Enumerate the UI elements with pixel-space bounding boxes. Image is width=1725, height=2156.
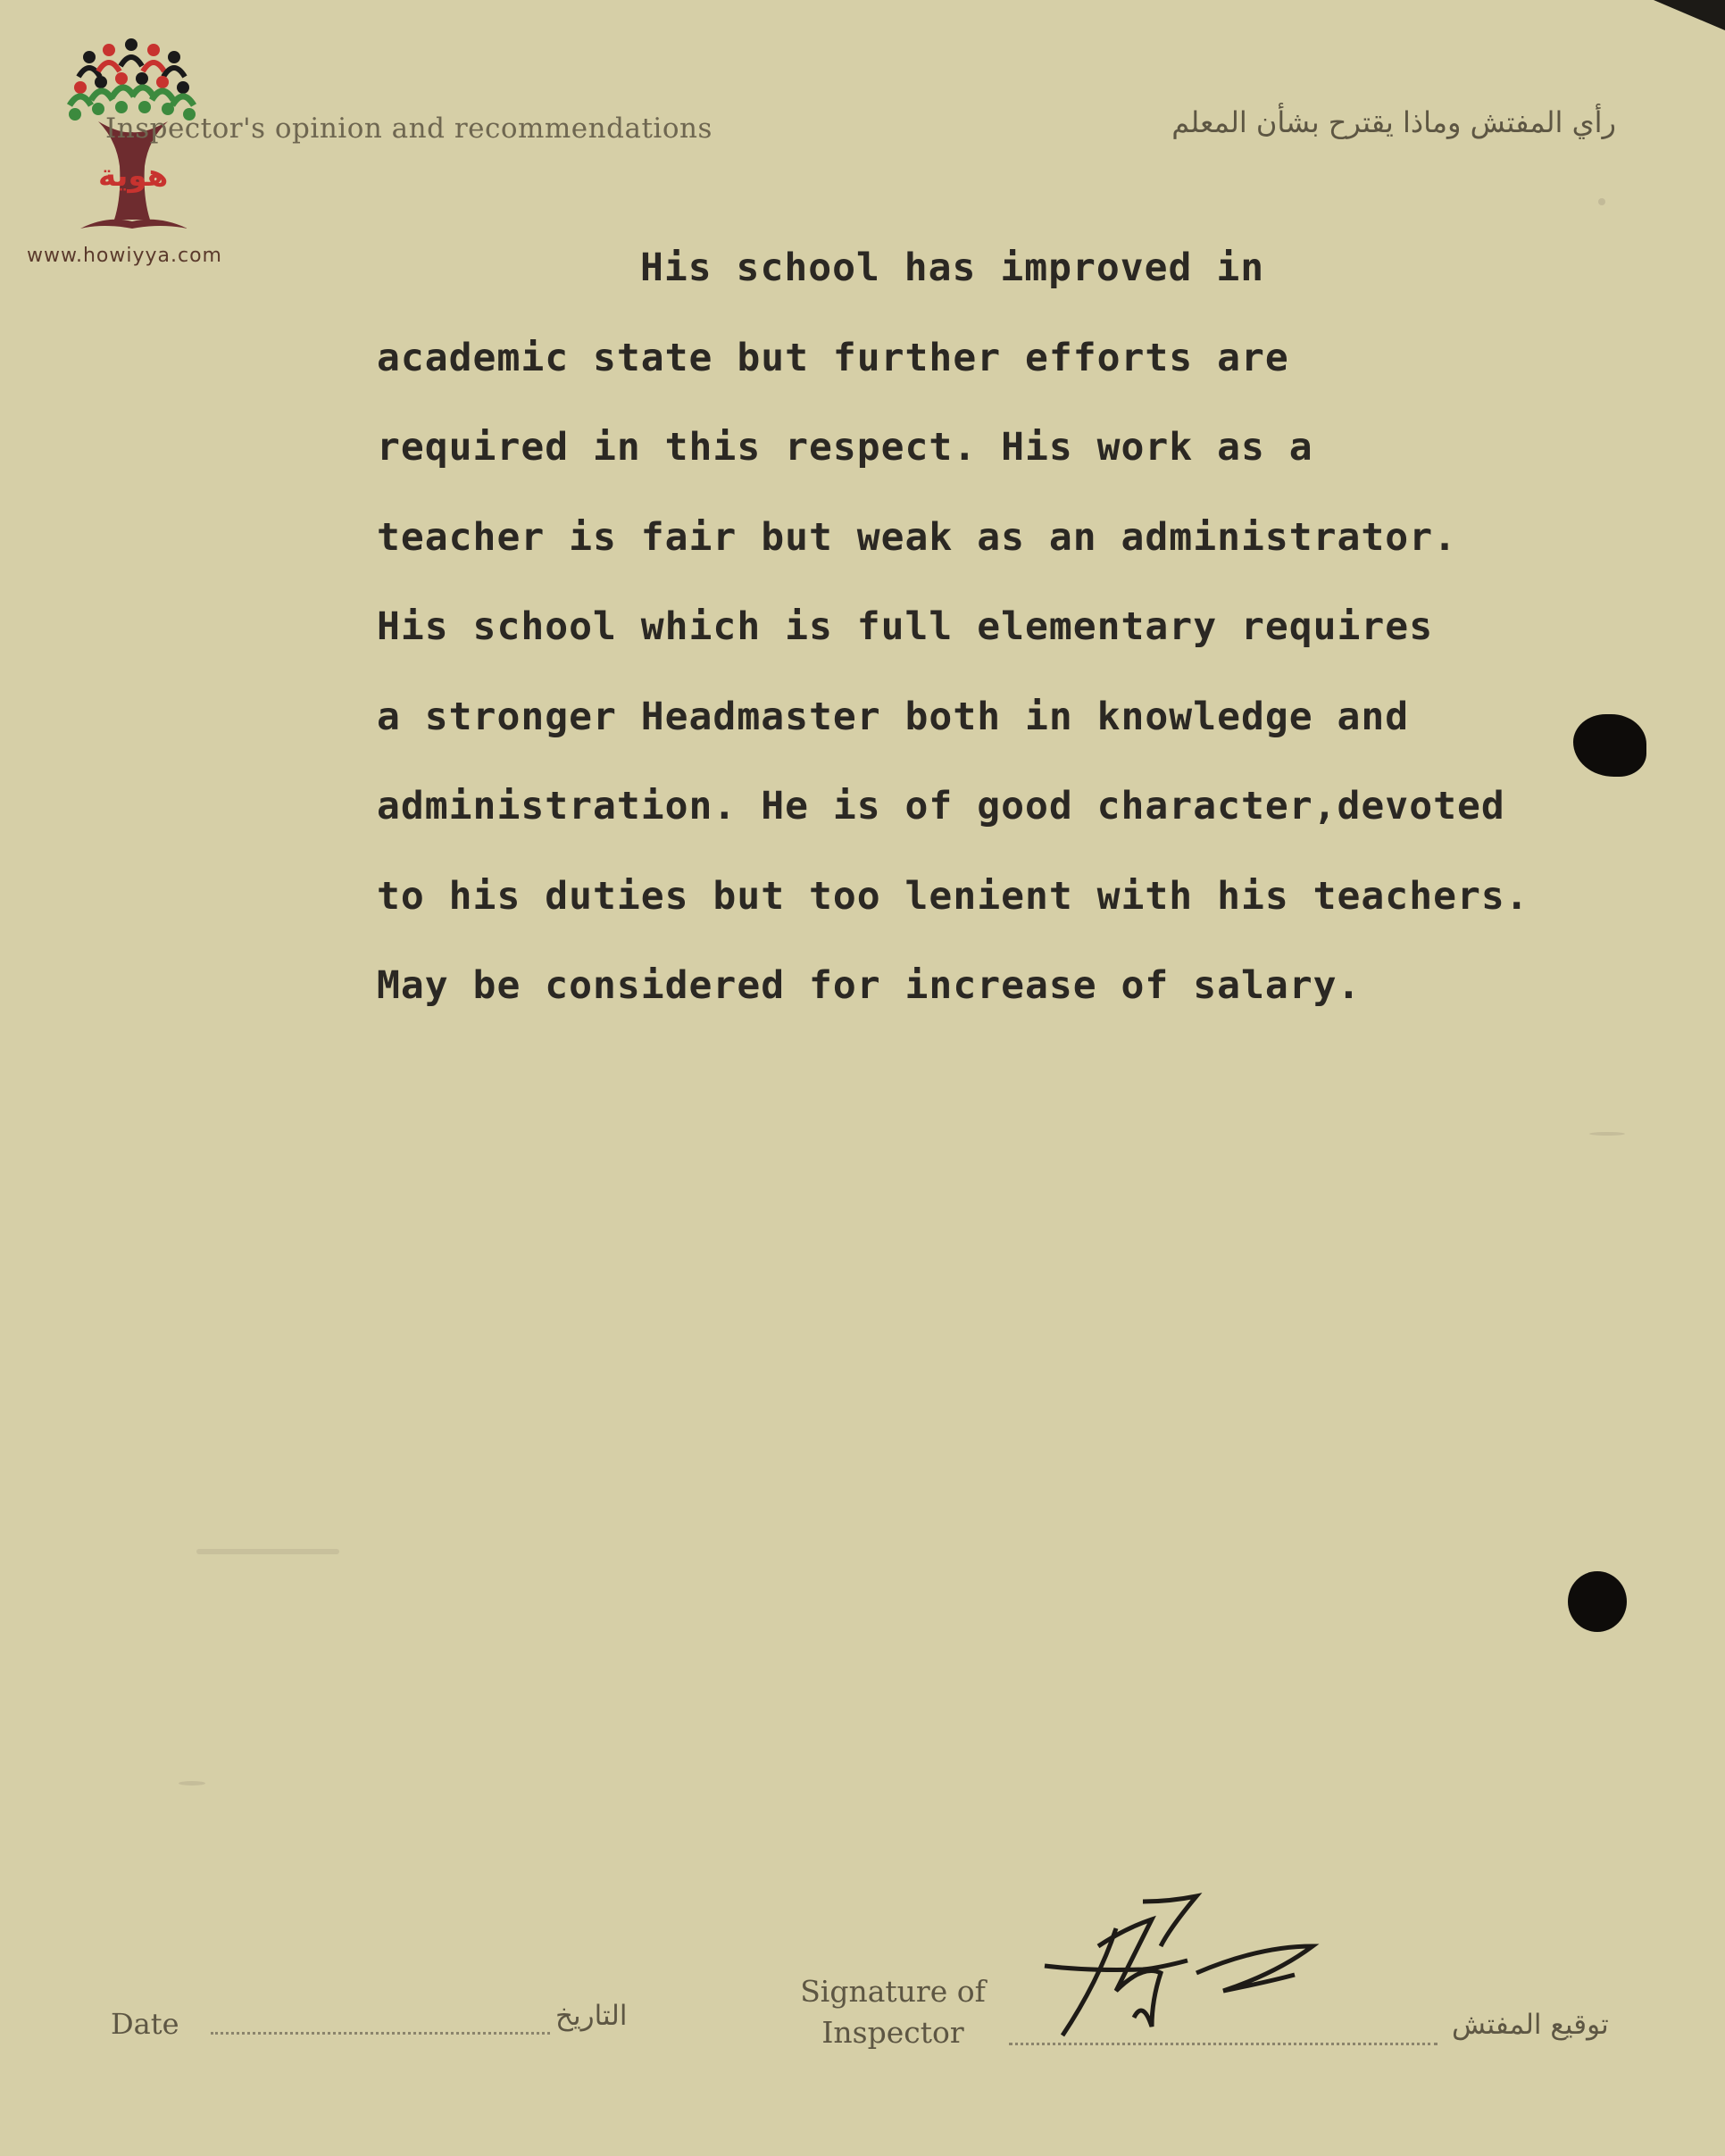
page-corner-shadow [1654, 0, 1725, 30]
report-line: required in this respect. His work as a [377, 425, 1313, 470]
report-line: to his duties but too lenient with his teachers. [377, 873, 1529, 919]
signature-label-line1: Signature of [800, 1974, 986, 2009]
signature-label-arabic: توقيع المفتش [1452, 2009, 1609, 2041]
header-english-label: Inspector's opinion and recommendations [105, 112, 712, 145]
punch-hole [1568, 1571, 1627, 1632]
date-field-line [211, 2032, 550, 2035]
report-line: a stronger Headmaster both in knowledge and [377, 694, 1410, 739]
report-line: May be considered for increase of salary. [377, 963, 1362, 1008]
inspector-report-text [377, 223, 1698, 1031]
report-line: His school which is full elementary requires [377, 604, 1434, 649]
report-line: teacher is fair but weak as an administrator. [377, 514, 1457, 560]
paper-speck [196, 1549, 339, 1554]
report-line: His school has improved in [640, 246, 1265, 290]
paper-speck [1589, 1132, 1625, 1136]
howiyya-logo [27, 32, 241, 273]
header-arabic-label: رأي المفتش وماذا يقترح بشأن المعلم [1171, 105, 1616, 139]
logo-arabic-text: هوية [98, 158, 169, 194]
paper-speck [1598, 198, 1605, 205]
inspector-signature [1036, 1893, 1339, 2053]
report-line: administration. He is of good character,devoted [377, 784, 1505, 828]
logo-url-text: www.howiyya.com [27, 245, 222, 267]
signature-label [786, 1971, 1000, 2053]
paper-speck [179, 1781, 205, 1786]
date-label: Date [111, 2007, 179, 2041]
date-label-arabic: التاريخ [555, 2000, 628, 2032]
report-line: academic state but further efforts are [377, 335, 1289, 380]
signature-label-line2: Inspector [821, 2015, 964, 2050]
